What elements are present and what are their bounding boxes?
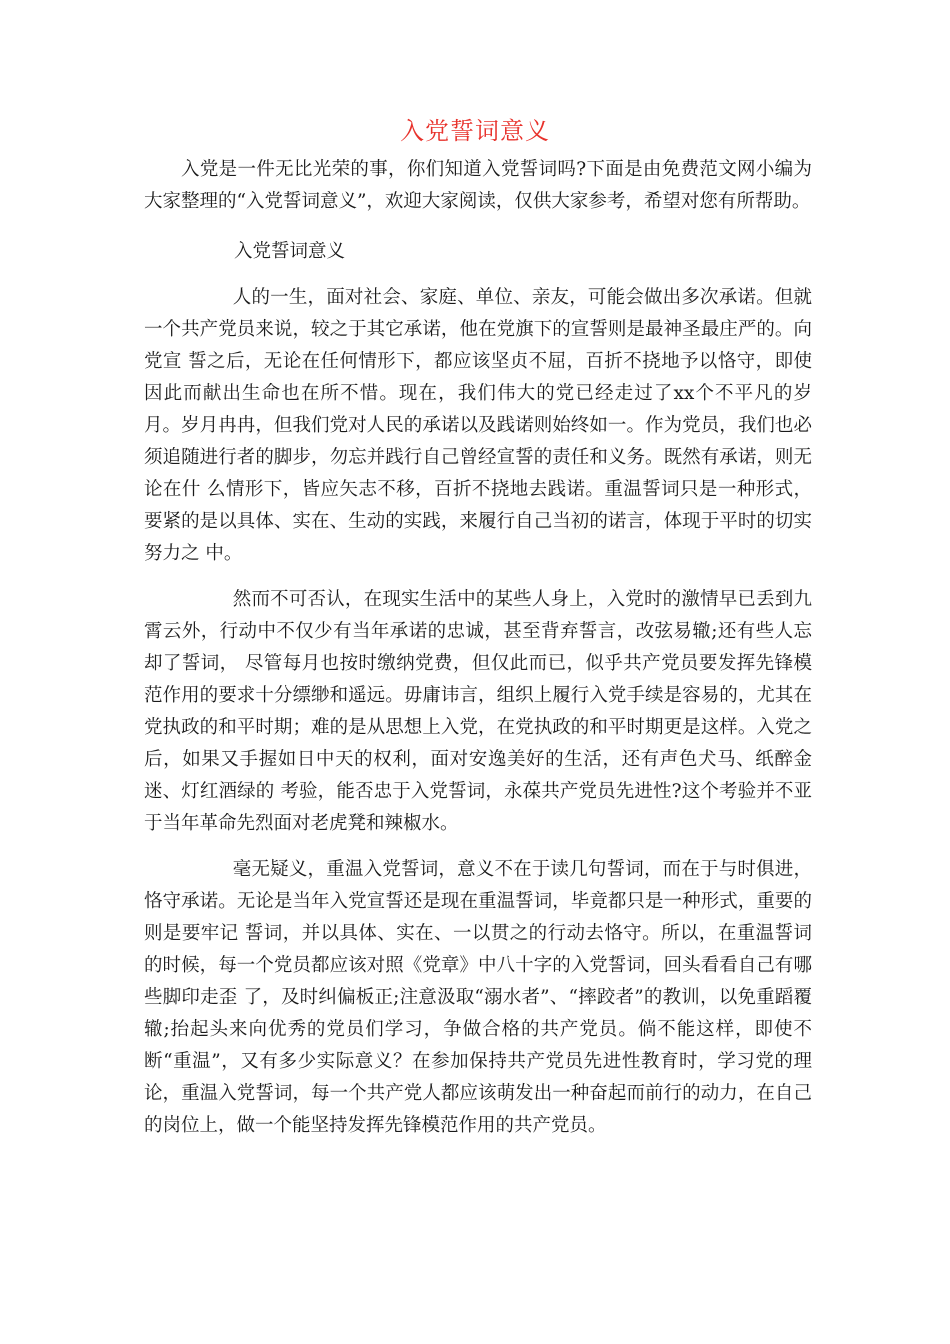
intro-paragraph: 入党是一件无比光荣的事，你们知道入党誓词吗?下面是由免费范文网小编为大家整理的“入党誓词意义”，欢迎大家阅读，仅供大家参考，希望对您有所帮助。 [144,159,812,212]
document-title: 入党誓词意义 [400,117,550,145]
body-paragraph-2: 然而不可否认，在现实生活中的某些人身上，入党时的激情早已丢到九霄云外，行动中不仅少有当年承诺的忠诚，甚至背弃誓言，改弦易辙;还有些人忘却了誓词， 尽管每月也按时缴纳党费，但仅此而已，似乎共产党员要发挥先锋模范作用的要求十分缥缈和遥远。毋庸讳言，组织上履行入党手续是容易的，尤其在党执政的和平时期；难的是从思想上入党，在党执政的和平时期更是这样。入党之后，如果又手握如日中天的权利，面对安逸美好的生活，还有声色犬马、纸醉金迷、灯红酒绿的 考验，能否忠于入党誓词，永葆共产党员先进性?这个考验并不亚于当年革命先烈面对老虎凳和辣椒水。 [144,589,812,834]
body-paragraph-3: 毫无疑义，重温入党誓词，意义不在于读几句誓词，而在于与时俱进，恪守承诺。无论是当年入党宣誓还是现在重温誓词，毕竟都只是一种形式，重要的则是要牢记 誓词，并以具体、实在、一以贯之的行动去恪守。所以，在重温誓词的时候，每一个党员都应该对照《党章》中八十字的入党誓词，回头看看自己有哪些脚印走歪 了，及时纠偏板正;注意汲取“溺水者”、“摔跤者”的教训，以免重蹈覆辙;抬起头来向优秀的党员们学习，争做合格的共产党员。倘不能这样，即使不断“重温”，又有多少实际意义？在参加保持共产党员先进性教育时，学习党的理论，重温入党誓词，每一个共产党人都应该萌发出一种奋起而前行的动力，在自己的岗位上，做一个能坚持发挥先锋模范作用的共产党员。 [144,859,812,1136]
section-subtitle: 入党誓词意义 [234,241,346,262]
document-body [144,154,812,1142]
body-paragraph-1: 人的一生，面对社会、家庭、单位、亲友，可能会做出多次承诺。但就一个共产党员来说，较之于其它承诺，他在党旗下的宣誓则是最神圣最庄严的。向党宣 誓之后，无论在任何情形下，都应该坚贞不屈，百折不挠地予以恪守，即使因此而献出生命也在所不惜。现在，我们伟大的党已经走过了xx个不平凡的岁月。岁月冉冉，但我们党对人民的承诺以及践诺则始终如一。作为党员，我们也必须追随进行者的脚步，勿忘并践行自己曾经宣誓的责任和义务。既然有承诺，则无论在什 么情形下，皆应矢志不移，百折不挠地去践诺。重温誓词只是一种形式，要紧的是以具体、实在、生动的实践，来履行自己当初的诺言，体现于平时的切实努力之 中。 [144,287,812,564]
